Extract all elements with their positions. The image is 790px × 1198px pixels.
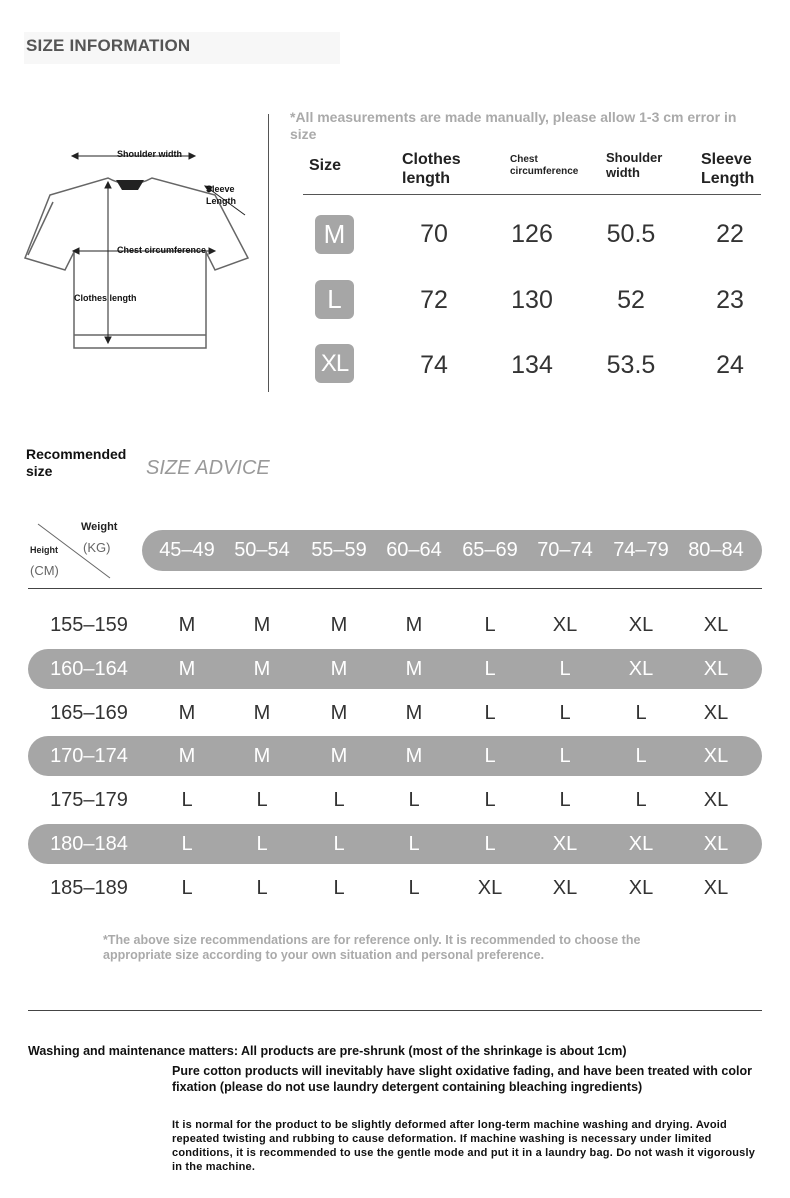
cell-chest: 134 (511, 351, 553, 379)
recommended-size-cell: M (253, 614, 271, 636)
recommended-size-cell: M (405, 614, 423, 636)
header-clothes-length: Clothes length (402, 151, 461, 187)
sleeve-length-label: Sleeve Length (206, 184, 236, 206)
recommended-size-cell: M (178, 701, 196, 724)
height-range-cell: 155–159 (50, 614, 128, 636)
recommended-size-cell: L (484, 833, 496, 855)
axis-cm-label: (CM) (30, 563, 59, 578)
recommended-size-cell: M (253, 657, 271, 680)
page-title: SIZE INFORMATION (26, 36, 191, 55)
height-range-cell: 165–169 (50, 701, 128, 724)
axis-height-label: Height (30, 545, 58, 555)
weight-range-cell: 74–79 (613, 539, 669, 561)
grid-divider (28, 588, 762, 589)
recommended-size-cell: M (330, 701, 348, 724)
recommended-size-cell: XL (703, 833, 729, 855)
recommended-size-cell: L (559, 789, 571, 812)
recommended-size-cell: M (405, 701, 423, 724)
cell-shoulder: 53.5 (606, 351, 656, 379)
recommended-size-cell: XL (703, 614, 729, 636)
cell-sleeve: 22 (716, 220, 744, 248)
recommended-size-cell: L (484, 745, 496, 768)
recommended-size-cell: XL (552, 614, 578, 636)
recommended-size-cell: M (253, 701, 271, 724)
recommended-size-cell: L (181, 876, 193, 899)
recommended-size-cell: L (181, 833, 193, 855)
recommended-size-cell: M (178, 614, 196, 636)
height-range-cell: 180–184 (50, 833, 128, 855)
recommended-size-cell: L (256, 789, 268, 812)
recommended-size-cell: XL (703, 745, 729, 768)
size-badge-m: M (315, 215, 354, 254)
header-shoulder: Shoulder width (606, 150, 663, 180)
cell-sleeve: 24 (716, 351, 744, 379)
weight-range-cell: 55–59 (311, 539, 367, 561)
recommended-size-cell: M (405, 745, 423, 768)
recommended-size-cell: L (635, 745, 647, 768)
recommended-size-cell: L (256, 876, 268, 899)
recommended-size-cell: L (484, 701, 496, 724)
vertical-divider (268, 114, 269, 392)
recommended-size-cell: XL (628, 876, 654, 899)
recommended-size-cell: XL (628, 657, 654, 680)
recommended-size-cell: XL (628, 833, 654, 855)
recommended-size-cell: L (635, 701, 647, 724)
table-header-line (303, 194, 761, 195)
recommended-size-cell: L (484, 789, 496, 812)
header-size: Size (309, 157, 342, 174)
weight-range-cell: 65–69 (462, 539, 518, 561)
recommendation-note: *The above size recommendations are for reference only. It is recommended to choose the appropriate size according to your own situation and personal preference. (103, 933, 641, 962)
weight-range-cell: 80–84 (688, 539, 744, 561)
recommended-size-cell: M (178, 657, 196, 680)
recommended-size-cell: M (330, 745, 348, 768)
size-badge-l: L (315, 280, 354, 319)
size-badge-xl: XL (315, 344, 354, 383)
height-range-cell: 170–174 (50, 745, 128, 768)
recommended-size-cell: M (330, 657, 348, 680)
weight-range-cell: 70–74 (537, 539, 593, 561)
header-chest: Chest circumference (510, 154, 579, 177)
recommended-size-cell: XL (552, 876, 578, 899)
recommended-size-cell: XL (628, 614, 654, 636)
recommended-size-cell: L (635, 789, 647, 812)
height-range-cell: 175–179 (50, 789, 128, 812)
header-sleeve: Sleeve Length (701, 151, 755, 187)
weight-range-cell: 50–54 (234, 539, 290, 561)
recommended-size-cell: L (333, 833, 345, 855)
washing-title: Washing and maintenance matters: All products are pre-shrunk (most of the shrinkage is about 1cm) (28, 1044, 627, 1058)
cell-sleeve: 23 (716, 286, 744, 314)
weight-range-cell: 45–49 (159, 539, 215, 561)
shoulder-width-label: Shoulder width (117, 149, 182, 159)
washing-paragraph-2: It is normal for the product to be slightly deformed after long-term machine washing and drying. Avoid repeated twisting and rubbing to cause deformation. If machine washing is necessary under limited conditions, it is recommended to use the gentle mode and put it in a laundry bag. Do not wash it vigorously in the machine. (172, 1119, 756, 1173)
washing-paragraph-1: Pure cotton products will inevitably have slight oxidative fading, and have been treated with color fixation (please do not use laundry detergent containing bleaching ingredients) (172, 1064, 752, 1094)
recommended-size-cell: L (559, 657, 571, 680)
recommended-size-cell: L (408, 789, 420, 812)
measurement-note: *All measurements are made manually, please allow 1-3 cm error in size (290, 109, 737, 142)
recommended-size-cell: XL (703, 657, 729, 680)
recommended-size-cell: XL (703, 789, 729, 812)
axis-weight-label: Weight (81, 521, 118, 533)
recommended-size-cell: M (178, 745, 196, 768)
recommended-size-cell: M (253, 745, 271, 768)
recommended-size-cell: L (559, 745, 571, 768)
recommended-size-cell: L (408, 833, 420, 855)
clothes-length-label: Clothes length (74, 293, 137, 303)
recommended-size-cell: L (333, 789, 345, 812)
recommended-size-cell: M (405, 657, 423, 680)
chest-circumference-label: Chest circumference (117, 245, 207, 255)
recommended-size-label: Recommended size (26, 446, 127, 479)
height-range-cell: 185–189 (50, 876, 128, 899)
cell-shoulder: 50.5 (606, 220, 656, 248)
cell-length: 70 (420, 220, 448, 248)
recommended-size-cell: XL (703, 876, 729, 899)
axis-kg-label: (KG) (83, 540, 111, 555)
recommended-size-cell: L (484, 614, 496, 636)
recommended-size-cell: L (559, 701, 571, 724)
cell-shoulder: 52 (617, 286, 645, 314)
recommended-size-cell: L (408, 876, 420, 899)
recommended-size-cell: L (333, 876, 345, 899)
recommended-size-cell: XL (703, 701, 729, 724)
bottom-divider (28, 1010, 762, 1011)
weight-range-cell: 60–64 (386, 539, 442, 561)
cell-chest: 130 (511, 286, 553, 314)
cell-length: 74 (420, 351, 448, 379)
height-range-cell: 160–164 (50, 657, 128, 680)
recommended-size-cell: XL (552, 833, 578, 855)
recommended-size-cell: XL (477, 876, 503, 899)
size-advice-label: SIZE ADVICE (146, 457, 270, 479)
recommended-size-cell: L (484, 657, 496, 680)
recommended-size-cell: L (256, 833, 268, 855)
recommended-size-cell: L (181, 789, 193, 812)
recommended-size-cell: M (330, 614, 348, 636)
cell-chest: 126 (511, 220, 553, 248)
cell-length: 72 (420, 286, 448, 314)
